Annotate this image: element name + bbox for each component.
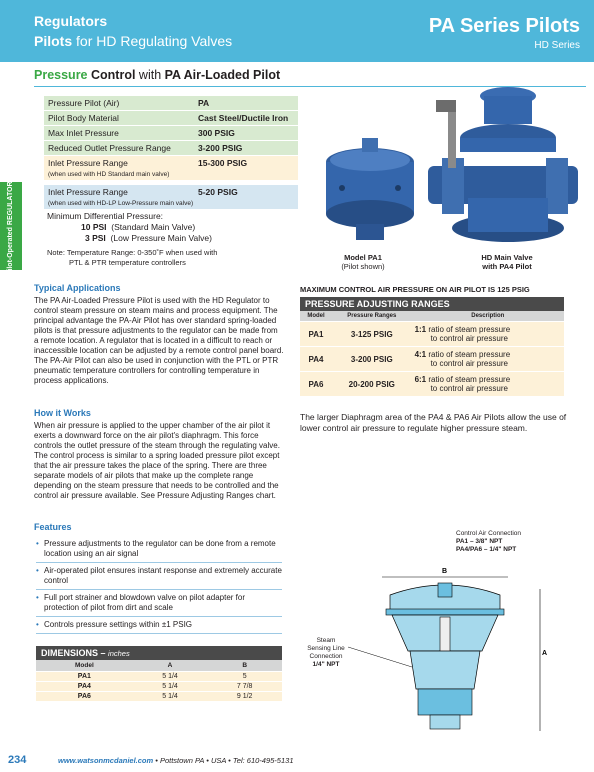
dim-b-label: B	[442, 568, 448, 575]
header-subtitle: Pilots for HD Regulating Valves	[34, 33, 233, 49]
features-list	[36, 536, 282, 634]
dimensions-title: DIMENSIONS – inches	[36, 646, 282, 660]
category-label: Regulators	[34, 13, 108, 29]
table-row: PA1 3-125 PSIG 1:1 ratio of steam pressure to control air pressure	[300, 322, 564, 347]
max-control-note: MAXIMUM CONTROL AIR PRESSURE ON AIR PILOT IS 125 PSIG	[300, 285, 530, 294]
table-row: PA6 5 1/4 9 1/2	[36, 692, 282, 702]
page-number: 234	[8, 754, 27, 766]
list-item: • Air-operated pilot ensures instant response and extremely accurate control	[36, 563, 282, 590]
diaphragm-note: The larger Diaphragm area of the PA4 & PA6 Air Pilots allow the use of lower control air pressure to regulate higher pressure steam.	[300, 412, 567, 433]
spec-table	[44, 96, 298, 210]
website-link[interactable]: www.watsonmcdaniel.com	[58, 756, 154, 765]
control-air-label: Control Air Connection PA1 – 3/8" NPT PA4/PA6 – 1/4" NPT	[456, 530, 522, 553]
page-header	[0, 0, 594, 62]
spec-row: Inlet Pressure Range (when used with HD-LP Low-Pressure main valve) 5-20 PSIG	[44, 185, 298, 210]
table-row: PA4 5 1/4 7 7/8	[36, 682, 282, 692]
list-item: • Full port strainer and blowdown valve on pilot adapter for protection of pilot from dirt and scale	[36, 590, 282, 617]
list-item: • Pressure adjustments to the regulator can be done from a remote location using an air signal	[36, 536, 282, 563]
side-tab-label: Pilot-Operated REGULATORS	[7, 176, 14, 276]
spec-row: Reduced Outlet Pressure Range 3-200 PSIG	[44, 141, 298, 156]
spec-row: Inlet Pressure Range (when used with HD Standard main valve) 15-300 PSIG	[44, 156, 298, 181]
pressure-ranges-table	[300, 297, 564, 396]
col-header: B	[207, 660, 282, 672]
spec-row: Pressure Pilot (Air) PA	[44, 96, 298, 111]
col-header: Model	[36, 660, 133, 672]
side-tab[interactable]	[0, 176, 22, 276]
section-title: Pressure Control with PA Air-Loaded Pilot	[34, 68, 281, 82]
how-text: When air pressure is applied to the upper chamber of the air pilot it exerts a downward force on the air pilot's diaphragm. This force controls the outlet pressure of the steam through the regulating valve. The control process is similar to a spring loaded pressure pilot except that the air pressure takes the place of the spring. There are three separate models of air pilots that make up the complete range depending on the steam pressure that needs to be controlled and the control air pressure available. See Pressure Adjusting Ranges chart.	[34, 421, 280, 500]
temperature-note: Note: Temperature Range: 0-350˚F when used with PTL & PTR temperature controllers	[47, 248, 218, 267]
footer-contact: www.watsonmcdaniel.com • Pottstown PA • USA • Tel: 610-495-5131	[58, 756, 294, 765]
min-differential: Minimum Differential Pressure: 10 PSI (Standard Main Valve) 3 PSI (Low Pressure Main Valve)	[47, 211, 212, 243]
spec-row: Max Inlet Pressure 300 PSIG	[44, 126, 298, 141]
dimensions-table	[36, 646, 282, 701]
spec-row: Pilot Body Material Cast Steel/Ductile Iron	[44, 111, 298, 126]
pa1-pilot-photo	[322, 138, 418, 250]
ranges-title: PRESSURE ADJUSTING RANGES	[300, 297, 564, 311]
typical-title: Typical Applications	[34, 283, 121, 293]
col-header: Description	[412, 311, 564, 322]
features-title: Features	[34, 522, 72, 532]
how-title: How it Works	[34, 408, 91, 418]
steam-sensing-label: Steam Sensing Line Connection 1/4" NPT	[307, 637, 345, 668]
col-header: A	[133, 660, 208, 672]
table-row: PA6 20-200 PSIG 6:1 ratio of steam pressure to control air pressure	[300, 372, 564, 397]
table-row: PA4 3-200 PSIG 4:1 ratio of steam pressure to control air pressure	[300, 347, 564, 372]
col-header: Pressure Ranges	[332, 311, 412, 322]
page-footer	[0, 750, 594, 772]
hd-caption: HD Main Valve with PA4 Pilot	[481, 253, 533, 271]
series-subtitle: HD Series	[534, 40, 580, 51]
typical-text: The PA Air-Loaded Pressure Pilot is used with the HD Regulator to control steam pressure on steam mains and process equipment. The principal advantage the PA-Air Pilot has over standard spring-loaded pilots is that pressure adjustments to the regulator can be made from a remote location. A regulator that is located in a difficult to reach or inaccessible location can be adjusted by a remote control panel board. The PA-Air Pilot can also be used in conjunction with the PTL or PTR pneumatic temperature controllers for controlling temperature in process applications.	[34, 296, 284, 385]
series-title: PA Series Pilots	[428, 15, 580, 37]
dim-a-label: A	[542, 650, 548, 657]
hd-main-valve-photo	[428, 78, 578, 250]
col-header: Model	[300, 311, 332, 322]
list-item: • Controls pressure settings within ±1 PSIG	[36, 617, 282, 634]
table-row: PA1 5 1/4 5	[36, 672, 282, 682]
pa1-caption: Model PA1 (Pilot shown)	[341, 253, 385, 271]
